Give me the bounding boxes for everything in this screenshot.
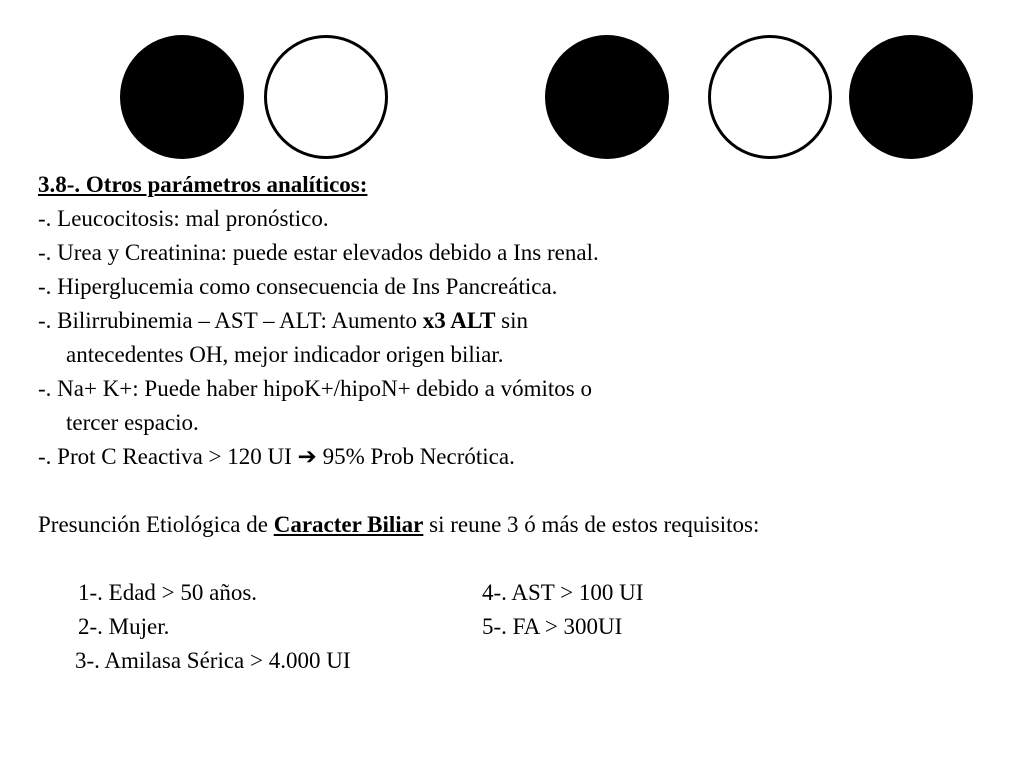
bullet-pcr-text: -. Prot C Reactiva > 120 UI	[38, 444, 298, 469]
bullet-bilirrubinemia-bold: x3 ALT	[422, 308, 496, 333]
bullet-pcr-tail: 95% Prob Necrótica.	[316, 444, 515, 469]
requisito-ast: 4-. AST > 100 UI	[482, 580, 644, 605]
circle-5	[849, 35, 973, 159]
section-heading: 3.8-. Otros parámetros analíticos:	[38, 172, 368, 197]
bullet-urea: -. Urea y Creatinina: puede estar elevados debido a Ins renal.	[38, 240, 599, 265]
presuncion-post: si reune 3 ó más de estos requisitos:	[423, 512, 760, 537]
bullet-bilirrubinemia	[38, 304, 528, 338]
bullet-bilirrubinemia-continuation: antecedentes OH, mejor indicador origen biliar.	[66, 342, 504, 367]
bullet-electrolitos-continuation: tercer espacio.	[66, 410, 199, 435]
bullet-bilirrubinemia-text: -. Bilirrubinemia – AST – ALT: Aumento	[38, 308, 423, 333]
presuncion-text	[38, 508, 759, 542]
bullet-bilirrubinemia-tail: sin	[495, 308, 529, 333]
circle-2	[264, 35, 388, 159]
requisito-amilasa: 3-. Amilasa Sérica > 4.000 UI	[75, 648, 351, 673]
presuncion-pre: Presunción Etiológica de	[38, 512, 274, 537]
requisito-edad: 1-. Edad > 50 años.	[78, 580, 258, 605]
bullet-leucocitosis: -. Leucocitosis: mal pronóstico.	[38, 206, 329, 231]
bullet-electrolitos: -. Na+ K+: Puede haber hipoK+/hipoN+ debido a vómitos o	[38, 376, 592, 401]
circle-1	[120, 35, 244, 159]
circle-4	[708, 35, 832, 159]
bullet-pcr	[38, 440, 515, 474]
circle-3	[545, 35, 669, 159]
bullet-hiperglucemia: -. Hiperglucemia como consecuencia de Ins Pancreática.	[38, 274, 558, 299]
requisito-mujer: 2-. Mujer.	[78, 614, 170, 639]
arrow-icon: ➔	[297, 444, 317, 469]
presuncion-emphasis: Caracter Biliar	[273, 512, 424, 537]
requisito-fa: 5-. FA > 300UI	[482, 614, 623, 639]
